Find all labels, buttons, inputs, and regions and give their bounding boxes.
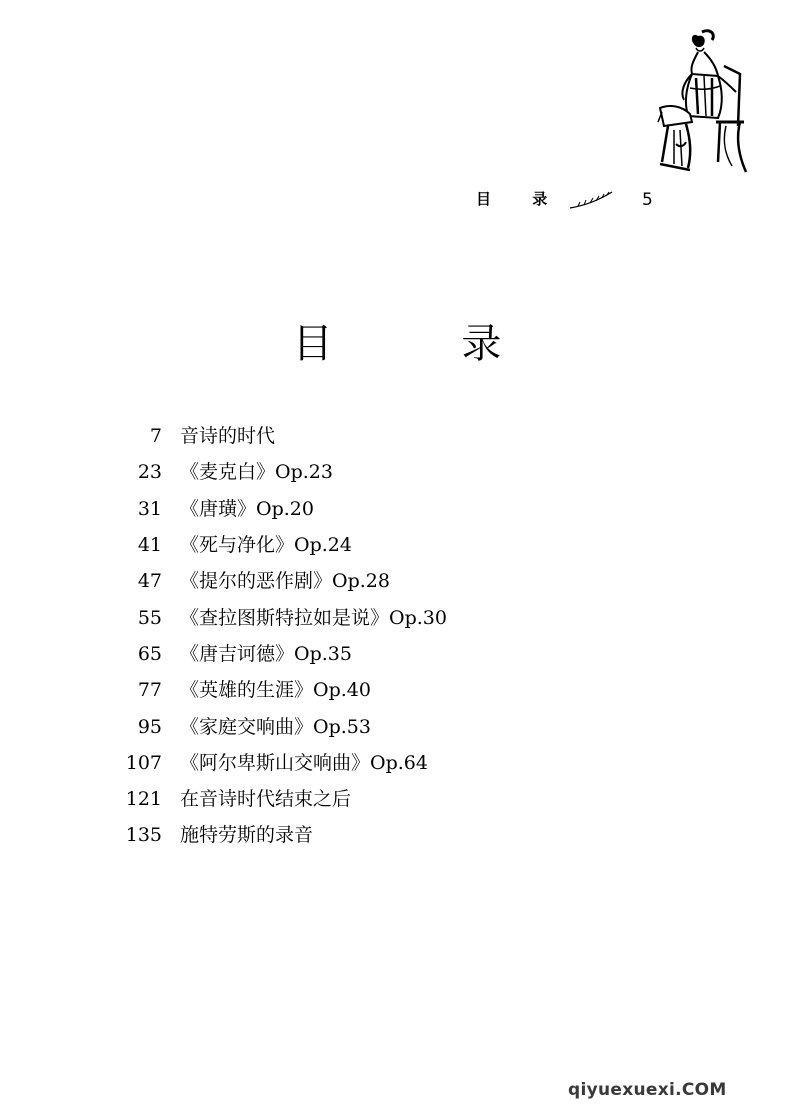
toc-list — [110, 418, 670, 854]
toc-page-number: 65 — [137, 642, 162, 665]
toc-entry-title: 《唐璜》Op.20 — [180, 497, 314, 520]
toc-entry-title: 在音诗时代结束之后 — [180, 788, 352, 811]
watermark: qiyuexuexi.COM — [568, 1080, 727, 1100]
toc-entry[interactable] — [110, 672, 670, 708]
seated-woman-illustration-icon — [640, 26, 750, 176]
toc-page-number: 95 — [137, 715, 162, 738]
toc-title: 目 录 — [292, 321, 560, 367]
toc-entry[interactable] — [110, 817, 670, 853]
toc-entry[interactable] — [110, 563, 670, 599]
toc-entry[interactable] — [110, 491, 670, 527]
toc-entry-title: 施特劳斯的录音 — [180, 824, 314, 847]
toc-entry-title: 《英雄的生涯》Op.40 — [180, 679, 371, 702]
toc-entry[interactable] — [110, 636, 670, 672]
toc-page-number: 7 — [149, 425, 162, 448]
toc-entry[interactable] — [110, 418, 670, 454]
running-header — [470, 188, 670, 212]
toc-entry-title: 《唐吉诃德》Op.35 — [180, 642, 352, 665]
toc-entry[interactable] — [110, 527, 670, 563]
toc-page-number: 77 — [137, 679, 162, 702]
toc-page-number: 107 — [125, 751, 162, 774]
toc-page-number: 47 — [137, 570, 162, 593]
toc-page-number: 121 — [125, 788, 162, 811]
toc-entry[interactable] — [110, 599, 670, 635]
toc-page-number: 23 — [137, 461, 162, 484]
toc-entry-title: 《查拉图斯特拉如是说》Op.30 — [180, 606, 447, 629]
toc-entry[interactable] — [110, 454, 670, 490]
page-number: 5 — [642, 190, 653, 210]
running-title: 目 录 — [476, 190, 566, 208]
toc-entry-title: 《阿尔卑斯山交响曲》Op.64 — [180, 751, 428, 774]
toc-entry[interactable] — [110, 781, 670, 817]
toc-entry-title: 音诗的时代 — [180, 425, 276, 448]
toc-entry-title: 《麦克白》Op.23 — [180, 461, 333, 484]
toc-entry-title: 《家庭交响曲》Op.53 — [180, 715, 371, 738]
toc-page-number: 41 — [137, 534, 162, 557]
toc-page-number: 31 — [137, 497, 162, 520]
toc-entry[interactable] — [110, 745, 670, 781]
toc-page-number: 55 — [137, 606, 162, 629]
toc-entry-title: 《死与净化》Op.24 — [180, 534, 352, 557]
toc-entry-title: 《提尔的恶作剧》Op.28 — [180, 570, 390, 593]
toc-page-number: 135 — [125, 824, 162, 847]
grass-ornament-icon — [568, 188, 614, 210]
toc-entry[interactable] — [110, 708, 670, 744]
